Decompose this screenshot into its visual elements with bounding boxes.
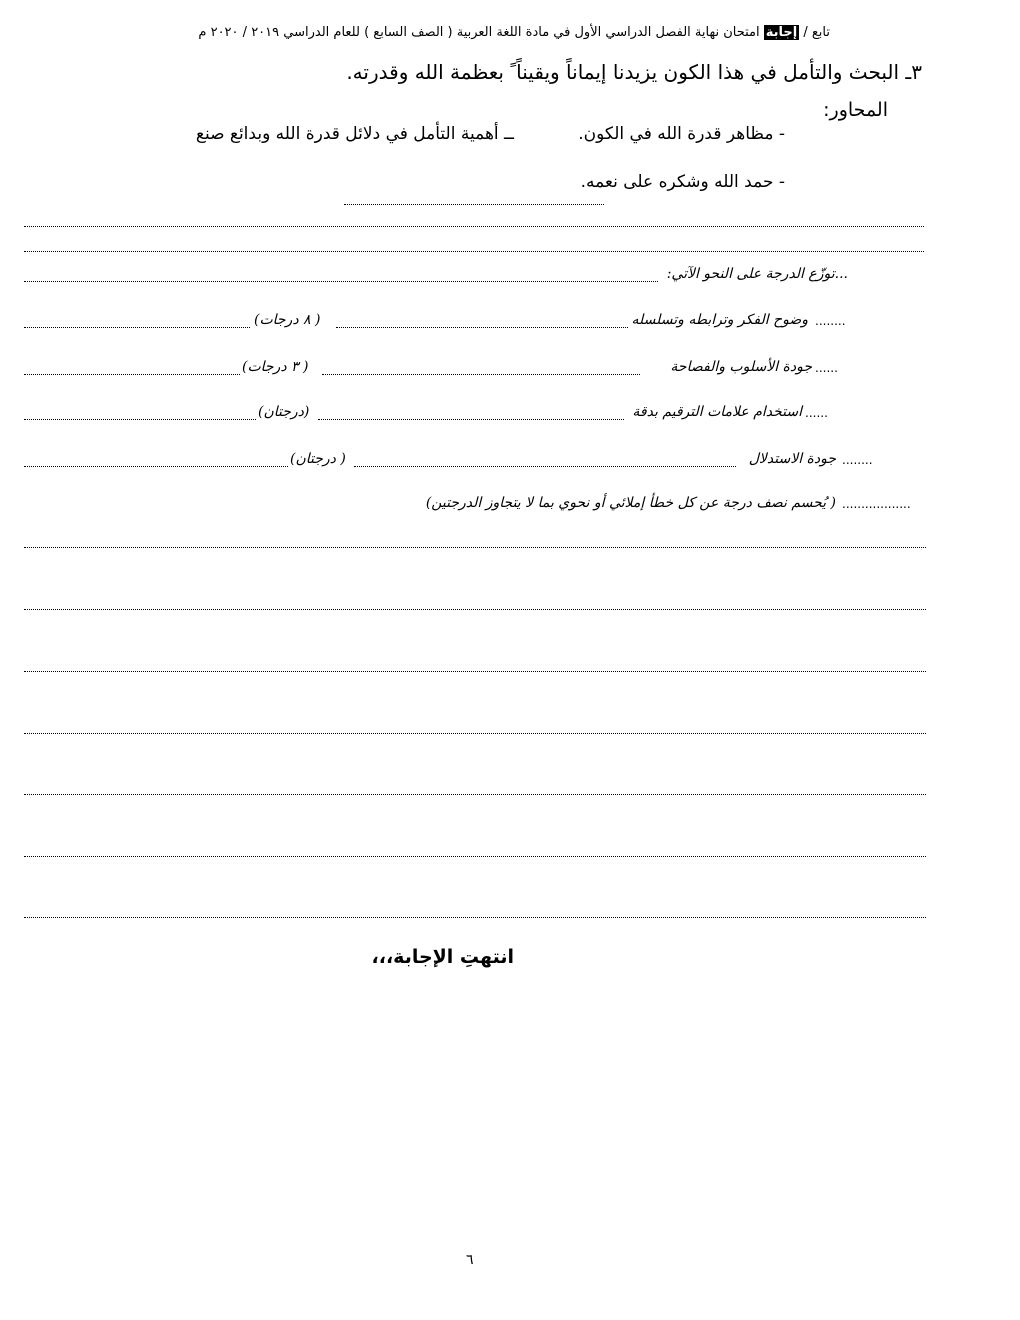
axes-label: المحاور:	[823, 99, 888, 121]
deduction-note-prefix: ..................	[842, 497, 911, 511]
answer-line	[24, 251, 924, 252]
grading-marks-1: ( ٨ درجات)	[254, 312, 321, 328]
short-dotted-line	[344, 204, 604, 205]
grading-marks-4: ( درجتان)	[290, 451, 346, 467]
end-of-answer: انتهتِ الإجابة،،،	[371, 946, 514, 968]
answer-line	[24, 917, 926, 918]
answer-line	[24, 733, 926, 734]
answer-line	[24, 794, 926, 795]
axis-item-3: - حمد الله وشكره على نعمه.	[580, 172, 785, 192]
answer-line	[24, 374, 240, 375]
grading-prefix-3: ......	[805, 406, 828, 420]
deduction-note: ( يُحسم نصف درجة عن كل خطأ إملائي أو نحوي بما لا يتجاوز الدرجتين)	[425, 495, 836, 511]
header-highlight: إجابة	[765, 25, 798, 40]
grading-intro: ...توزّع الدرجة على النحو الآتي:	[666, 266, 848, 282]
answer-line	[24, 327, 250, 328]
answer-line	[336, 327, 628, 328]
answer-line	[354, 466, 736, 467]
answer-line	[24, 547, 926, 548]
header-rest: امتحان نهاية الفصل الدراسي الأول في مادة اللغة العربية ( الصف السابع ) للعام الدراسي ٢٠١٩ / ٢٠٢٠ م	[198, 25, 760, 40]
grading-criterion-3: استخدام علامات الترقيم بدقة	[632, 404, 802, 420]
grading-marks-3: (درجتان)	[258, 404, 310, 420]
header-prefix: تابع /	[803, 25, 830, 40]
grading-marks-2: ( ٣ درجات)	[242, 359, 309, 375]
page-number: ٦	[466, 1252, 474, 1268]
answer-line	[322, 374, 640, 375]
answer-line	[24, 609, 926, 610]
axis-item-1: - مظاهر قدرة الله في الكون.	[578, 124, 785, 144]
question-title: ٣ـ البحث والتأمل في هذا الكون يزيدنا إيماناً ويقيناً ً بعظمة الله وقدرته.	[346, 60, 922, 84]
answer-line	[24, 226, 924, 227]
answer-line	[24, 281, 658, 282]
grading-prefix-2: ......	[815, 361, 838, 375]
grading-criterion-4: جودة الاستدلال	[748, 451, 836, 467]
grading-prefix-4: ........	[842, 453, 873, 467]
answer-line	[318, 419, 624, 420]
answer-line	[24, 856, 926, 857]
page-header	[198, 25, 830, 40]
grading-prefix-1: ........	[815, 314, 846, 328]
answer-line	[24, 671, 926, 672]
grading-criterion-1: وضوح الفكر وترابطه وتسلسله	[631, 312, 808, 328]
axis-item-2: ــ أهمية التأمل في دلائل قدرة الله وبدائع صنع	[195, 124, 514, 144]
grading-criterion-2: جودة الأسلوب والفصاحة	[670, 359, 812, 375]
answer-line	[24, 466, 288, 467]
answer-line	[24, 419, 256, 420]
